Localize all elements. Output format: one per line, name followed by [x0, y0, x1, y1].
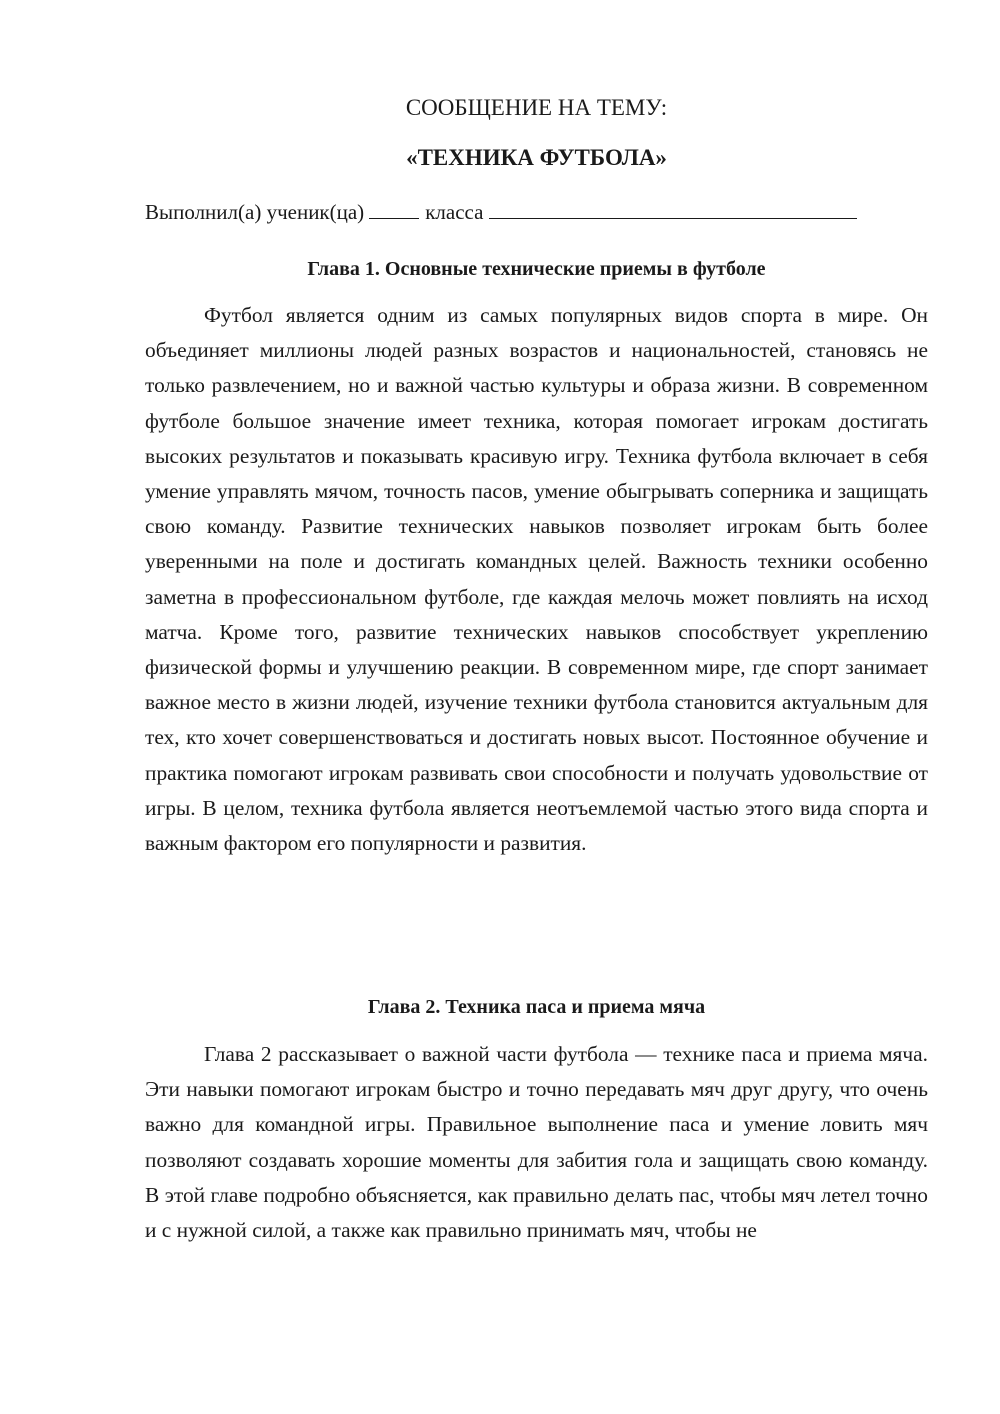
chapter-2-heading: Глава 2. Техника паса и приема мяча [367, 996, 706, 1018]
class-number-blank [369, 198, 419, 219]
author-prefix: Выполнил(а) ученик(ца) [145, 200, 365, 224]
chapter-1-heading: Глава 1. Основные технические приемы в футболе [307, 258, 766, 280]
student-name-blank [489, 198, 857, 219]
class-label: класса [425, 200, 484, 224]
document-title-line-1: СООБЩЕНИЕ НА ТЕМУ: [405, 95, 668, 120]
chapter-1-paragraph: Футбол является одним из самых популярных видов спорта в мире. Он объединяет миллионы людей разных возрастов и национальностей, становясь не только развлечением, но и важной частью культуры и образа жизни. В современном футболе большое значение имеет техника, которая помогает игрокам достигать высоких результатов и показывать красивую игру. Техника футбола включает в себя умение управлять мячом, точность пасов, умение обыгрывать соперника и защищать свою команду. Развитие технических навыков позволяет игрокам быть более уверенными на поле и достигать командных целей. Важность техники особенно заметна в профессиональном футболе, где каждая мелочь может повлиять на исход матча. Кроме того, развитие технических навыков способствует укреплению физической формы и улучшению реакции. В современном мире, где спорт занимает важное место в жизни людей, изучение техники футбола становится актуальным для тех, кто хочет совершенствоваться и достигать новых высот. Постоянное обучение и практика помогают игрокам развивать свои способности и получать удовольствие от игры. В целом, техника футбола является неотъемлемой частью этого вида спорта и важным фактором его популярности и развития. [145, 303, 928, 856]
author-line [145, 197, 928, 227]
document-title-line-2: «ТЕХНИКА ФУТБОЛА» [406, 145, 667, 170]
chapter-2-paragraph: Глава 2 рассказывает о важной части футбола — технике паса и приема мяча. Эти навыки помогают игрокам быстро и точно передавать мяч друг другу, что очень важно для командной игры. Правильное выполнение паса и умение ловить мяч позволяют создавать хорошие моменты для забития гола и защищать свою команду. В этой главе подробно объясняется, как правильно делать пас, чтобы мяч летел точно и с нужной силой, а также как правильно принимать мяч, чтобы не [145, 1042, 928, 1243]
